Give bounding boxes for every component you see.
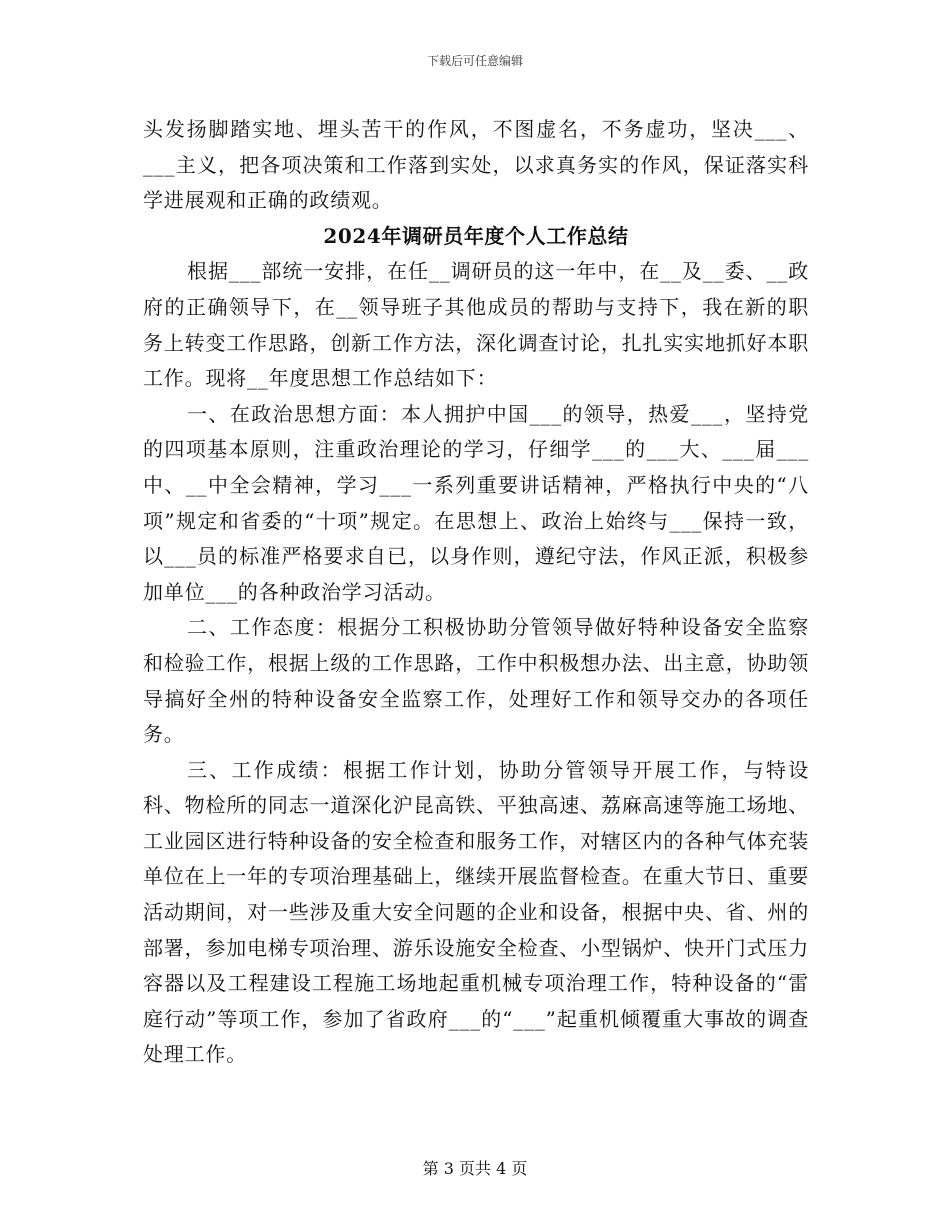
document-body: [143, 112, 809, 1073]
document-title: 2024年调研员年度个人工作总结: [323, 223, 629, 248]
paragraph-work-attitude: 二、工作态度：根据分工积极协助分管领导做好特种设备安全监察和检验工作，根据上级的工作思路，工作中积极想办法、出主意，协助领导搞好全州的特种设备安全监察工作，处理好工作和领导交办的各项任务。: [143, 615, 809, 747]
paragraph-political-thought: 一、在政治思想方面：本人拥护中国___的领导，热爱___，坚持党的四项基本原则，注重政治理论的学习，仔细学___的___大、___届___中、__中全会精神，学习___一系列重要讲话精神，严格执行中央的“八项”规定和省委的“十项”规定。在思想上、政治上始终与___保持一致，以___员的标准严格要求自已，以身作则，遵纪守法，作风正派，积极参加单位___的各种政治学习活动。: [143, 401, 809, 604]
intro-paragraph: 头发扬脚踏实地、埋头苦干的作风，不图虚名，不务虚功，坚决___、___主义，把各项决策和工作落到实处，以求真务实的作风，保证落实科学进展观和正确的政绩观。: [143, 117, 809, 213]
page-footer-number: 第 3 页共 4 页: [422, 1159, 528, 1178]
page-header-note: 下载后可任意编辑: [426, 54, 523, 68]
paragraph-basis: 根据___部统一安排，在任__调研员的这一年中，在__及__委、__政府的正确领导下，在__领导班子其他成员的帮助与支持下，我在新的职务上转变工作思路，创新工作方法，深化调查讨论，扎扎实实地抓好本职工作。现将__年度思想工作总结如下：: [143, 259, 809, 391]
paragraph-work-achievements: 三、工作成绩：根据工作计划，协助分管领导开展工作，与特设科、物检所的同志一道深化沪昆高铁、平独高速、荔麻高速等施工场地、工业园区进行特种设备的安全检查和服务工作，对辖区内的各种气体充装单位在上一年的专项治理基础上，继续开展监督检查。在重大节日、重要活动期间，对一些涉及重大安全问题的企业和设备，根据中央、省、州的部署，参加电梯专项治理、游乐设施安全检查、小型锅炉、快开门式压力容器以及工程建设工程施工场地起重机械专项治理工作，特种设备的“雷庭行动”等项工作，参加了省政府___的“___”起重机倾覆重大事故的调查处理工作。: [143, 757, 809, 1067]
